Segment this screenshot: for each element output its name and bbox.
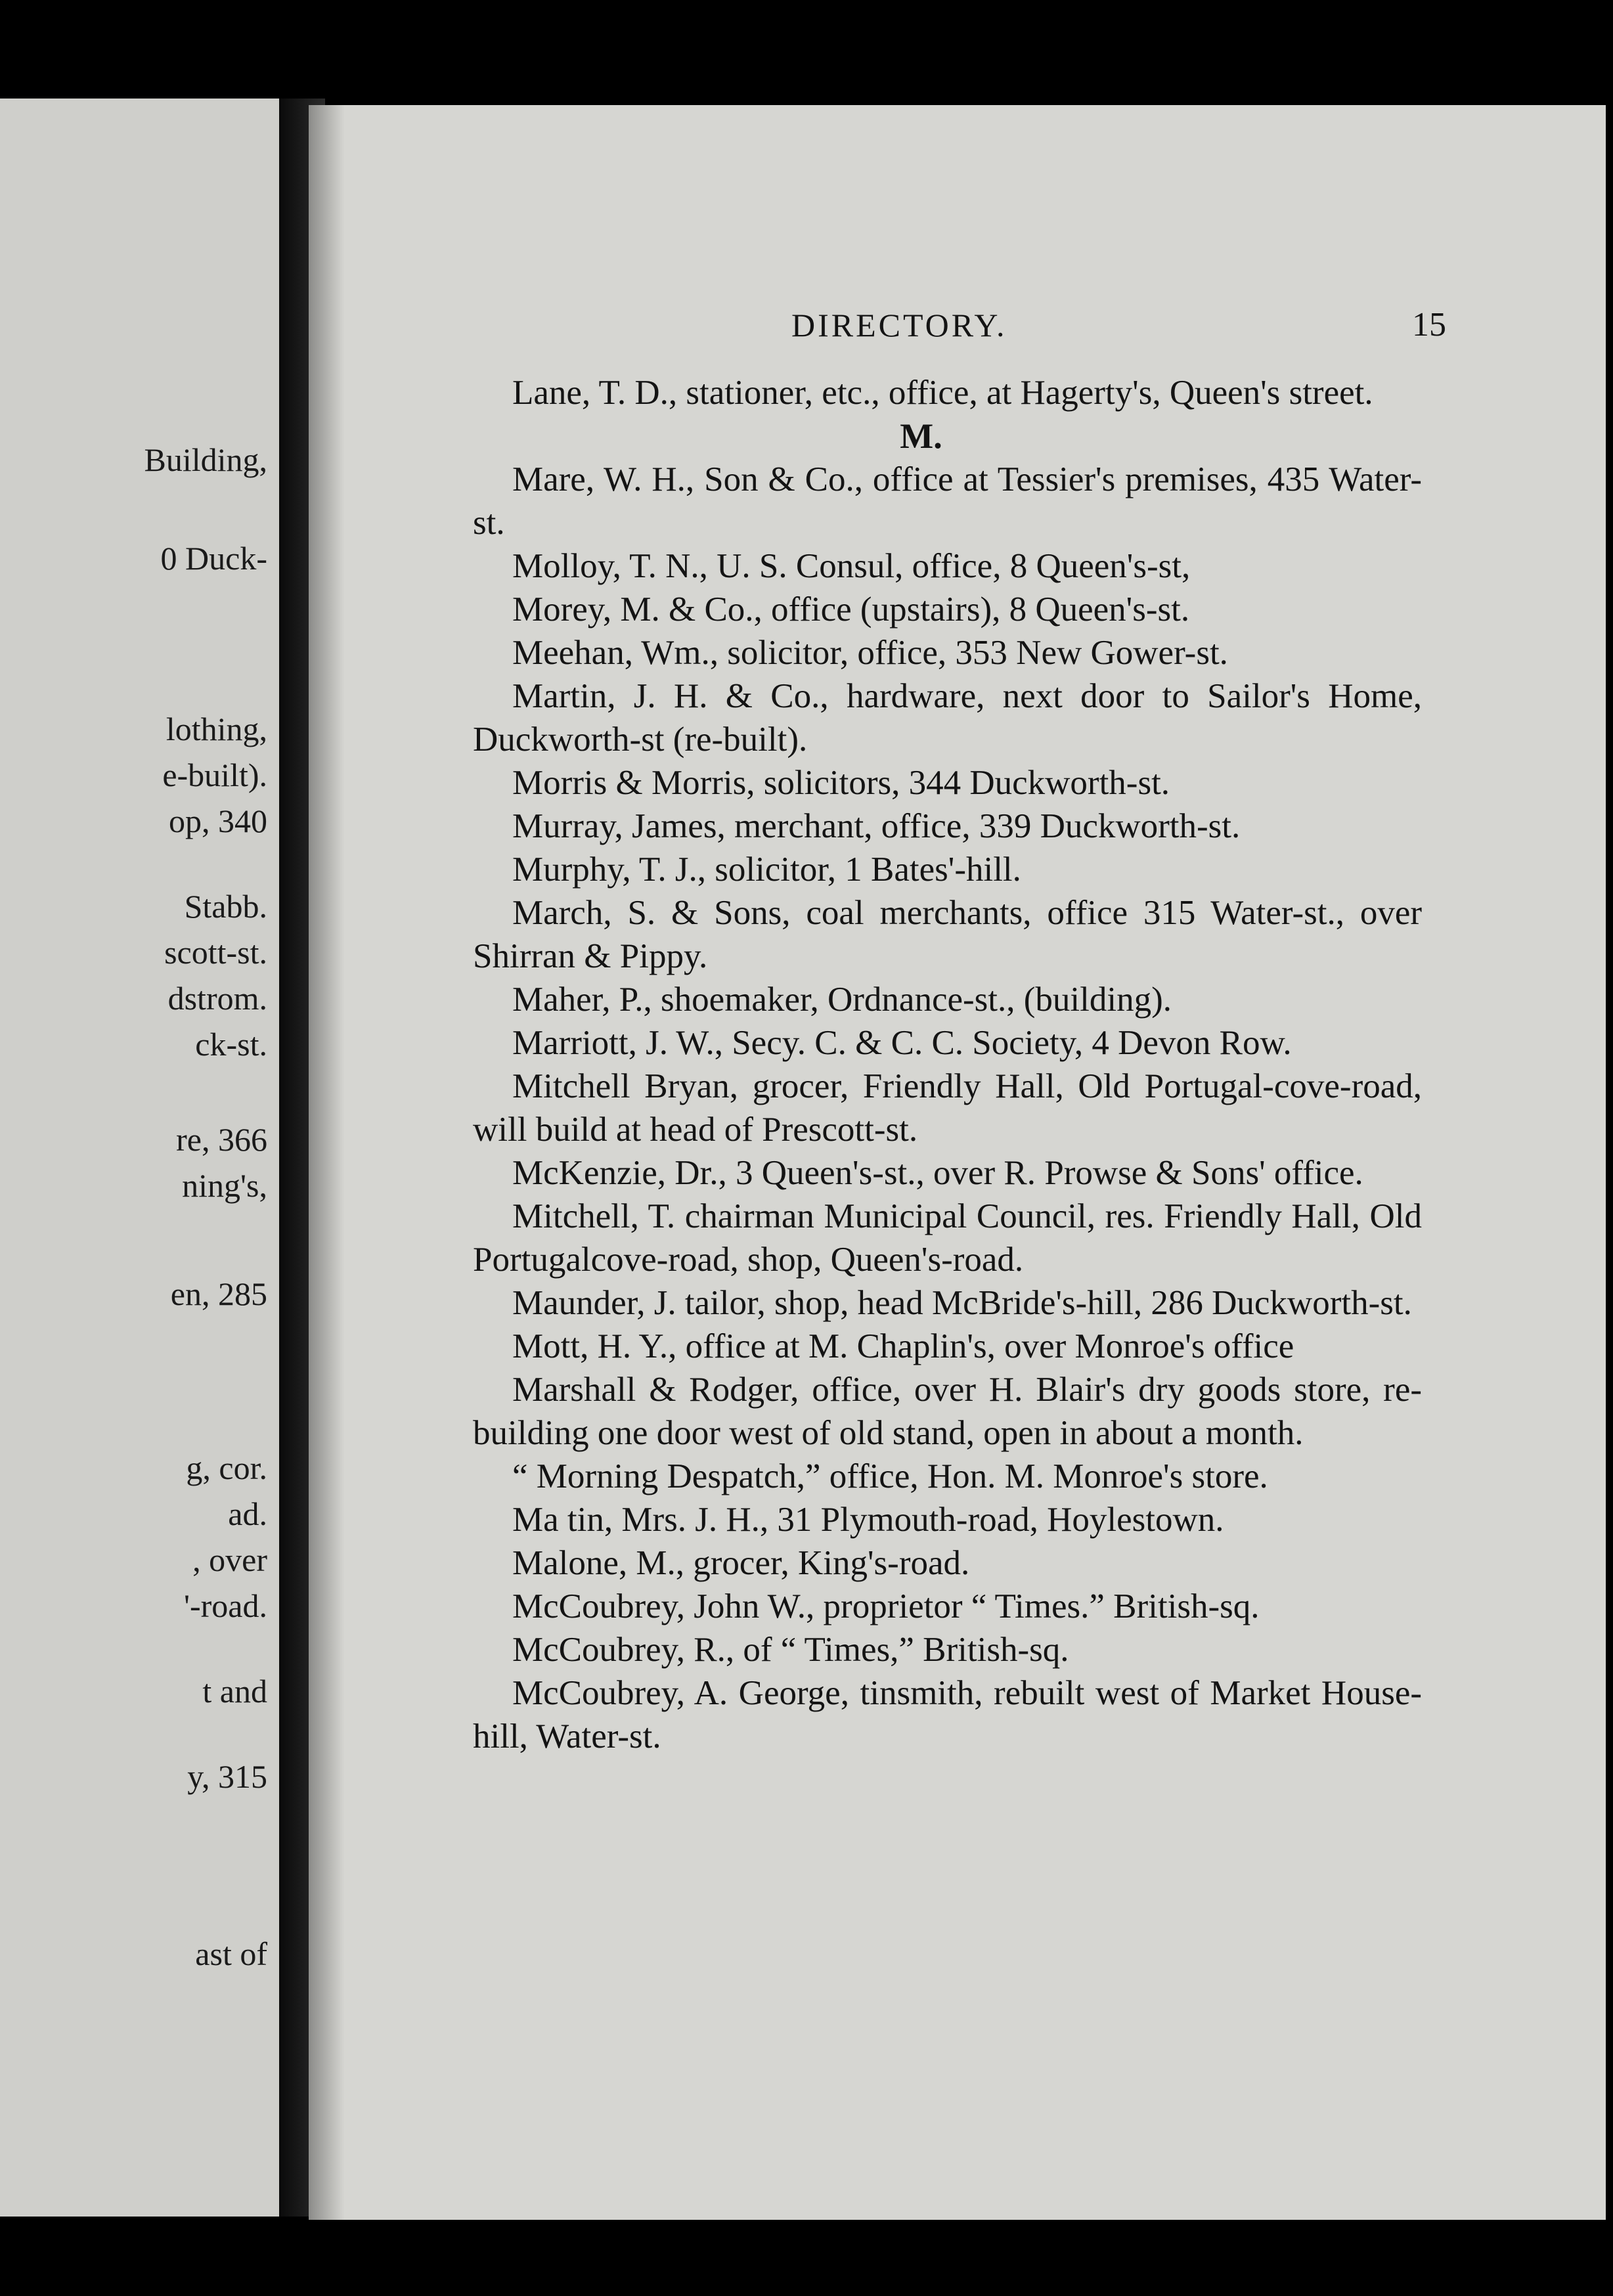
directory-entry: Marriott, J. W., Secy. C. & C. C. Society, 4 Devon Row. bbox=[512, 1024, 1292, 1062]
directory-entry: McKenzie, Dr., 3 Queen's-st., over R. Prowse & Sons' office. bbox=[512, 1154, 1363, 1192]
left-page-line: e-built). bbox=[162, 757, 267, 793]
left-page-line: op, 340 bbox=[169, 803, 267, 839]
left-page-line: ad. bbox=[228, 1495, 267, 1532]
left-page-line: Building, bbox=[144, 441, 267, 478]
directory-entry: McCoubrey, R., of “ Times,” British-sq. bbox=[512, 1631, 1069, 1669]
directory-entry: Martin, J. H. & Co., hardware, next door to Sailor's Home, Duckworth-st (re-built). bbox=[473, 677, 1422, 759]
directory-entry: Maunder, J. tailor, shop, head McBride's-hill, 286 Duckworth-st. bbox=[512, 1284, 1412, 1322]
directory-entry: Murphy, T. J., solicitor, 1 Bates'-hill. bbox=[512, 850, 1021, 889]
directory-entry: McCoubrey, John W., proprietor “ Times.” British-sq. bbox=[512, 1587, 1260, 1625]
directory-entry: Mott, H. Y., office at M. Chaplin's, over Monroe's office bbox=[512, 1327, 1294, 1365]
directory-entry: Lane, T. D., stationer, etc., office, at Hagerty's, Queen's street. bbox=[512, 374, 1373, 412]
directory-page bbox=[309, 105, 1606, 2220]
page-title: DIRECTORY. bbox=[791, 307, 1007, 343]
directory-entry: Maher, P., shoemaker, Ordnance-st., (building). bbox=[512, 981, 1172, 1019]
left-page-line: y, 315 bbox=[187, 1758, 267, 1795]
left-page-line: g, cor. bbox=[186, 1449, 267, 1486]
left-page-line: '-road. bbox=[183, 1587, 267, 1624]
left-page-line: Stabb. bbox=[184, 888, 267, 925]
directory-entries bbox=[473, 371, 1422, 1758]
left-page-line: ck-st. bbox=[195, 1026, 267, 1063]
left-page-line: t and bbox=[202, 1673, 267, 1710]
section-letter-heading: M. bbox=[900, 416, 942, 456]
directory-entry: Molloy, T. N., U. S. Consul, office, 8 Queen's-st, bbox=[512, 547, 1191, 585]
directory-entry: Morey, M. & Co., office (upstairs), 8 Queen's-st. bbox=[512, 590, 1190, 629]
directory-entry: McCoubrey, A. George, tinsmith, rebuilt west of Market House-hill, Water-st. bbox=[473, 1674, 1422, 1755]
directory-entry: Mare, W. H., Son & Co., office at Tessier's premises, 435 Water-st. bbox=[473, 460, 1422, 542]
directory-entry: “ Morning Despatch,” office, Hon. M. Monroe's store. bbox=[512, 1457, 1268, 1495]
left-page-line: ast of bbox=[195, 1935, 267, 1972]
left-page-line: en, 285 bbox=[170, 1275, 267, 1312]
directory-entry: Morris & Morris, solicitors, 344 Duckworth-st. bbox=[512, 764, 1170, 802]
directory-entry: Ma tin, Mrs. J. H., 31 Plymouth-road, Hoylestown. bbox=[512, 1501, 1224, 1539]
directory-entry: March, S. & Sons, coal merchants, office 315 Water-st., over Shirran & Pippy. bbox=[473, 894, 1422, 975]
directory-entry: Mitchell Bryan, grocer, Friendly Hall, Old Portugal-cove-road, will build at head of Prescott-st. bbox=[473, 1067, 1422, 1149]
directory-entry: Meehan, Wm., solicitor, office, 353 New Gower-st. bbox=[512, 634, 1228, 672]
directory-entry: Murray, James, merchant, office, 339 Duckworth-st. bbox=[512, 807, 1241, 845]
left-page-line: re, 366 bbox=[176, 1121, 267, 1158]
left-page-line: scott-st. bbox=[164, 934, 267, 971]
left-page-line: ning's, bbox=[182, 1167, 267, 1204]
directory-entry: Mitchell, T. chairman Municipal Council, res. Friendly Hall, Old Portugalcove-road, shop, Queen's-road. bbox=[473, 1197, 1422, 1279]
left-page-line: 0 Duck- bbox=[160, 540, 267, 577]
directory-entry: Malone, M., grocer, King's-road. bbox=[512, 1544, 970, 1582]
left-page-line: lothing, bbox=[166, 711, 267, 747]
previous-page-fragment bbox=[0, 99, 279, 2217]
running-head bbox=[309, 302, 1606, 348]
page-number: 15 bbox=[1412, 306, 1446, 343]
left-page-line: , over bbox=[192, 1541, 267, 1578]
directory-entry: Marshall & Rodger, office, over H. Blair's dry goods store, re-building one door west of old stand, open in about a month. bbox=[473, 1371, 1422, 1452]
left-page-line: dstrom. bbox=[167, 980, 267, 1017]
